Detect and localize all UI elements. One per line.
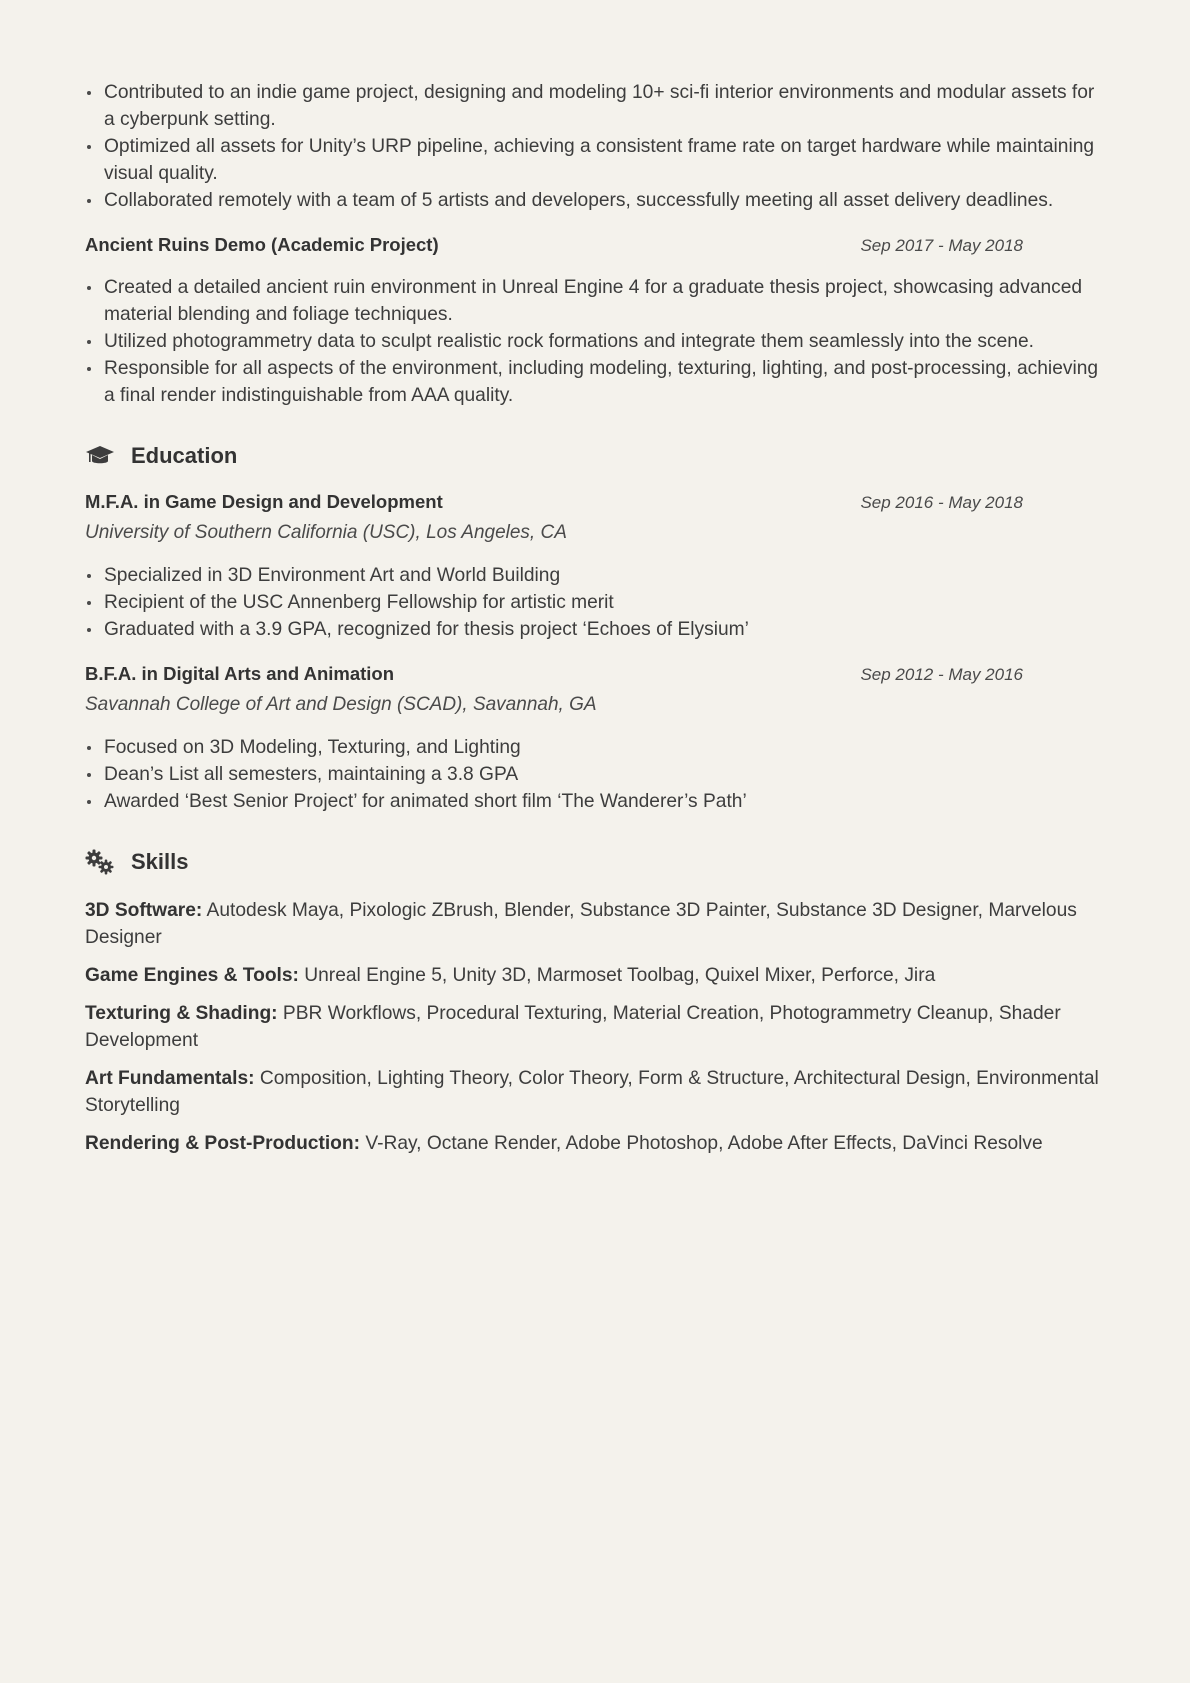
- list-item: Contributed to an indie game project, designing and modeling 10+ sci-fi interior environments and modular assets for a cyberpunk setting.: [85, 79, 1105, 133]
- list-item: Optimized all assets for Unity’s URP pipeline, achieving a consistent frame rate on target hardware while maintaining visual quality.: [85, 133, 1105, 187]
- education-bullets: [85, 734, 1105, 815]
- degree-date: Sep 2012 - May 2016: [860, 665, 1023, 684]
- list-item: Dean’s List all semesters, maintaining a 3.8 GPA: [85, 761, 1105, 788]
- project-header: [85, 234, 1023, 256]
- skill-label: Art Fundamentals:: [85, 1068, 255, 1089]
- skill-row: [85, 897, 1105, 951]
- list-item: Specialized in 3D Environment Art and World Building: [85, 562, 1105, 589]
- list-item: Graduated with a 3.9 GPA, recognized for thesis project ‘Echoes of Elysium’: [85, 616, 1105, 643]
- list-item: Focused on 3D Modeling, Texturing, and Lighting: [85, 734, 1105, 761]
- skills-list: [85, 897, 1105, 1157]
- list-item: Collaborated remotely with a team of 5 artists and developers, successfully meeting all asset delivery deadlines.: [85, 187, 1105, 214]
- skill-row: [85, 1000, 1105, 1054]
- education-heading: Education: [131, 443, 238, 468]
- skill-value: V-Ray, Octane Render, Adobe Photoshop, Adobe After Effects, DaVinci Resolve: [360, 1133, 1043, 1154]
- skill-label: Rendering & Post-Production:: [85, 1133, 361, 1154]
- skill-label: Texturing & Shading:: [85, 1003, 278, 1024]
- degree-date: Sep 2016 - May 2018: [860, 493, 1023, 512]
- skill-row: [85, 1065, 1105, 1119]
- school-name: University of Southern California (USC), Los Angeles, CA: [85, 522, 567, 543]
- education-entry-header: [85, 491, 1023, 513]
- list-item: Responsible for all aspects of the environment, including modeling, texturing, lighting, and post-processing, achieving a final render indistinguishable from AAA quality.: [85, 355, 1105, 409]
- skill-label: 3D Software:: [85, 900, 203, 921]
- skills-section-header: [85, 849, 1105, 875]
- project-date: Sep 2017 - May 2018: [860, 236, 1023, 255]
- list-item: Awarded ‘Best Senior Project’ for animated short film ‘The Wanderer’s Path’: [85, 788, 1105, 815]
- education-section-header: [85, 443, 1105, 469]
- project-title: Ancient Ruins Demo (Academic Project): [85, 234, 439, 255]
- list-item: Recipient of the USC Annenberg Fellowship for artistic merit: [85, 589, 1105, 616]
- experience-bullets: [85, 79, 1105, 214]
- skill-row: [85, 962, 1105, 989]
- skill-label: Game Engines & Tools:: [85, 965, 299, 986]
- skill-row: [85, 1130, 1105, 1157]
- degree-title: B.F.A. in Digital Arts and Animation: [85, 663, 395, 684]
- project-bullets: [85, 274, 1105, 409]
- education-entry-header: [85, 663, 1023, 685]
- education-bullets: [85, 562, 1105, 643]
- skills-heading: Skills: [131, 849, 189, 874]
- list-item: Utilized photogrammetry data to sculpt realistic rock formations and integrate them seamlessly into the scene.: [85, 328, 1105, 355]
- school-name: Savannah College of Art and Design (SCAD), Savannah, GA: [85, 694, 597, 715]
- list-item: Created a detailed ancient ruin environment in Unreal Engine 4 for a graduate thesis project, showcasing advanced material blending and foliage techniques.: [85, 274, 1105, 328]
- skill-value: Unreal Engine 5, Unity 3D, Marmoset Toolbag, Quixel Mixer, Perforce, Jira: [298, 965, 936, 986]
- skill-value: Autodesk Maya, Pixologic ZBrush, Blender, Substance 3D Painter, Substance 3D Designer, Marvelous Designer: [85, 900, 1077, 948]
- skill-value: PBR Workflows, Procedural Texturing, Material Creation, Photogrammetry Cleanup, Shader Development: [85, 1003, 1061, 1051]
- gears-icon: [85, 849, 115, 875]
- skill-value: Composition, Lighting Theory, Color Theory, Form & Structure, Architectural Design, Environmental Storytelling: [85, 1068, 1099, 1116]
- graduation-cap-icon: [85, 443, 115, 469]
- degree-title: M.F.A. in Game Design and Development: [85, 491, 443, 512]
